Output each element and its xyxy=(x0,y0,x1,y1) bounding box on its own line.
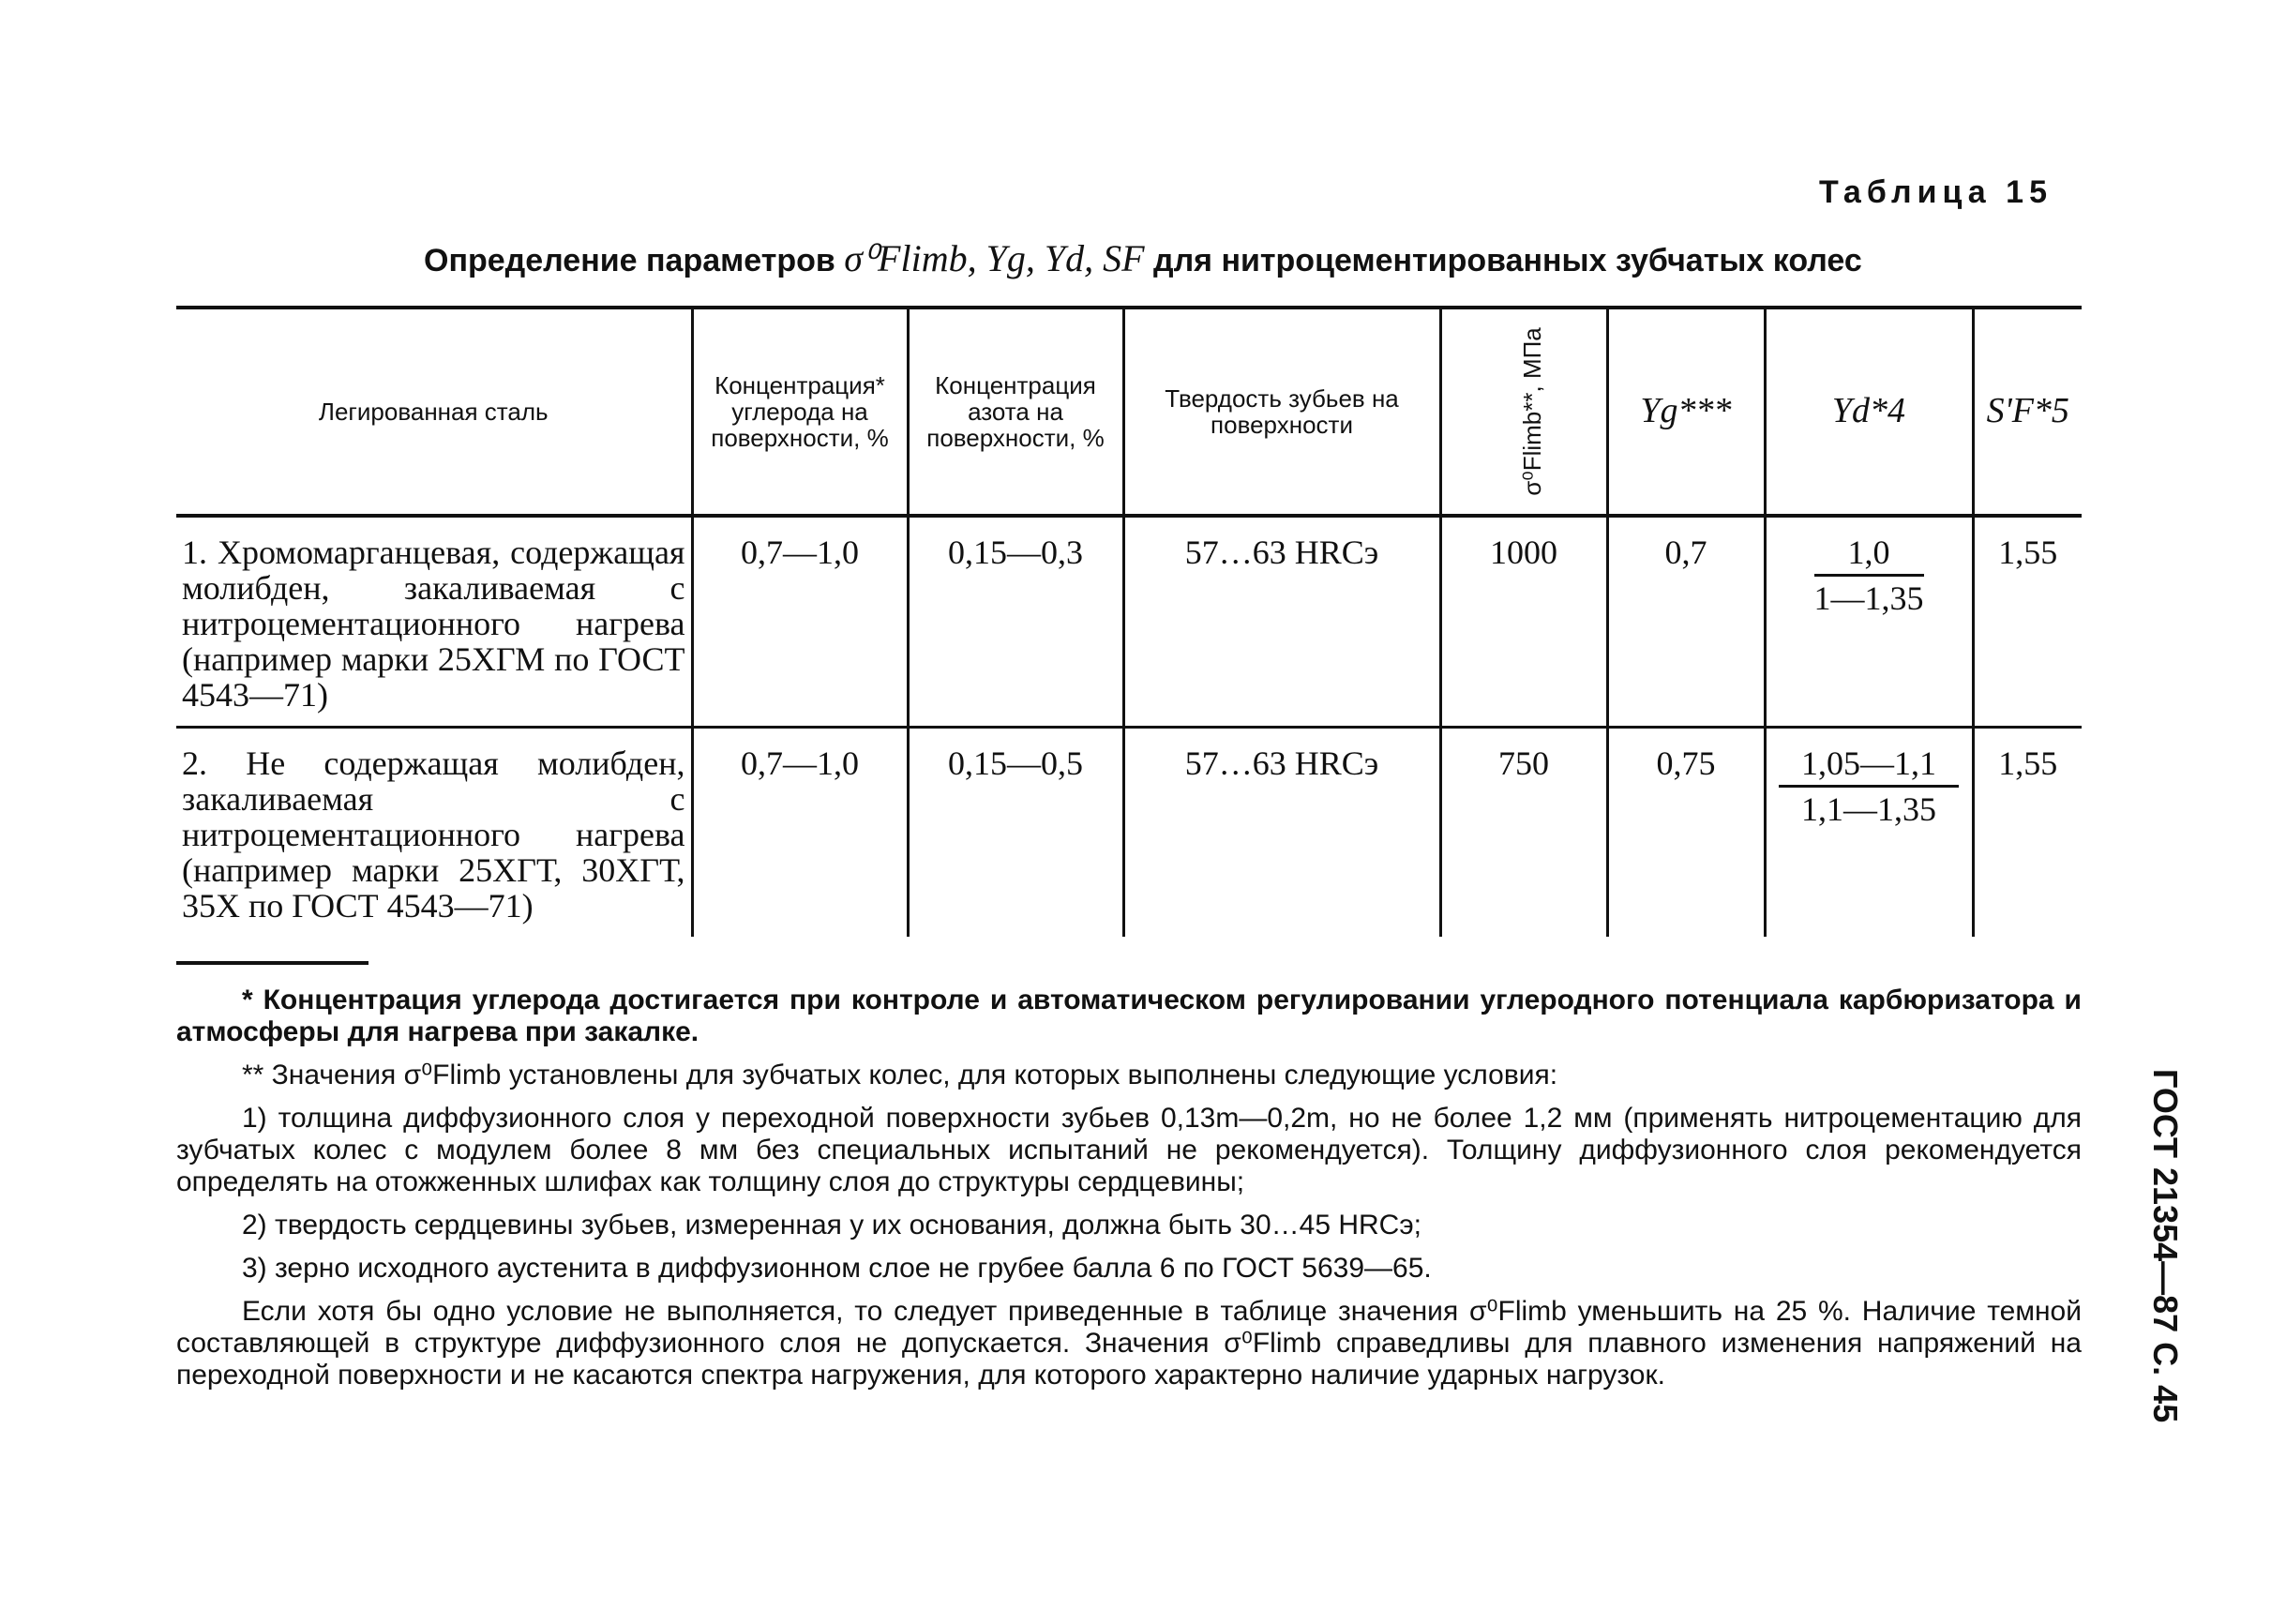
yd-fraction xyxy=(1814,534,1924,616)
title-symbols: σ⁰Flimb, Yg, Yd, SF xyxy=(844,237,1145,279)
yd-cell xyxy=(1765,516,1973,728)
nitrogen-cell: 0,15—0,5 xyxy=(908,728,1123,938)
yg-header-text: Yg*** xyxy=(1640,390,1732,430)
col-header-yg xyxy=(1607,308,1765,516)
footnote-2: ** Значения σ⁰Flimb установлены для зубчатых колес, для которых выполнены следующие условия: xyxy=(242,1060,1558,1090)
col-header-sigma xyxy=(1440,308,1607,516)
footnotes xyxy=(176,985,2082,1403)
hardness-cell: 57…63 HRCэ xyxy=(1123,728,1440,938)
page-side-label: ГОСТ 21354—87 С. 45 xyxy=(2146,1069,2185,1423)
steel-cell: 1. Хромомарганцевая, содержащая молибден, закаливаемая с нитроцементационного нагрева (например марки 25ХГМ по ГОСТ 4543—71) xyxy=(176,516,692,728)
parameters-table xyxy=(176,306,2082,937)
table-title xyxy=(424,236,1862,280)
title-suffix: для нитроцементированных зубчатых колес xyxy=(1152,243,1862,278)
table-caption: Таблица 15 xyxy=(1819,174,2053,210)
title-prefix: Определение параметров xyxy=(424,243,835,278)
col-header-nitrogen: Концентрация азота на поверхности, % xyxy=(908,308,1123,516)
final-note: Если хотя бы одно условие не выполняется, то следует приведенные в таблице значения σ⁰Flimb уменьшить на 25 %. Наличие темной составляющей в структуре диффузионного слоя не допускается. Значения σ⁰Flimb справедливы для плавного изменения напряжений на переходной поверхности и не касаются спектра нагружения, для которого характерно наличие ударных нагрузок. xyxy=(176,1296,2082,1391)
yd-bottom: 1—1,35 xyxy=(1813,579,1924,617)
sf-cell: 1,55 xyxy=(1973,516,2082,728)
sf-header-text: S'F*5 xyxy=(1986,390,2069,430)
footnote-1: * Концентрация углерода достигается при контроле и автоматическом регулировании углеродного потенциала карбюризатора и атмосферы для нагрева при закалке. xyxy=(176,985,2082,1047)
sigma-header-text: σ⁰Flimb**, МПа xyxy=(1517,327,1546,496)
yg-cell: 0,75 xyxy=(1607,728,1765,938)
yd-bottom: 1,1—1,35 xyxy=(1801,790,1936,828)
yd-top: 1,05—1,1 xyxy=(1779,745,1959,788)
sigma-cell: 1000 xyxy=(1440,516,1607,728)
yg-cell: 0,7 xyxy=(1607,516,1765,728)
col-header-carbon: Концентрация* углерода на поверхности, % xyxy=(692,308,908,516)
sf-cell: 1,55 xyxy=(1973,728,2082,938)
col-header-hardness: Твердость зубьев на поверхности xyxy=(1123,308,1440,516)
carbon-cell: 0,7—1,0 xyxy=(692,728,908,938)
yd-cell xyxy=(1765,728,1973,938)
table-row xyxy=(176,728,2082,938)
yd-fraction xyxy=(1779,745,1959,827)
steel-cell: 2. Не содержащая молибден, закаливаемая с нитроцементационного нагрева (например марки 25ХГТ, 30ХГТ, 35Х по ГОСТ 4543—71) xyxy=(182,744,685,925)
condition-3: 3) зерно исходного аустенита в диффузионном слое не грубее балла 6 по ГОСТ 5639—65. xyxy=(242,1253,1432,1284)
nitrogen-cell: 0,15—0,3 xyxy=(908,516,1123,728)
condition-1: 1) толщина диффузионного слоя у переходной поверхности зубьев 0,13m—0,2m, но не более 1,2 мм (применять нитроцементацию для зубчатых колес с модулем более 8 мм без специальных испытаний не рекомендуется). Толщину диффузионного слоя рекомендуется определять на отожженных шлифах как толщину слоя до структуры сердцевины; xyxy=(176,1103,2082,1197)
table-header-row xyxy=(176,308,2082,516)
carbon-cell: 0,7—1,0 xyxy=(692,516,908,728)
yd-top: 1,0 xyxy=(1814,534,1924,577)
footnote-divider xyxy=(176,961,368,965)
col-header-yd xyxy=(1765,308,1973,516)
col-header-sf xyxy=(1973,308,2082,516)
yd-header-text: Yd*4 xyxy=(1831,390,1906,430)
table-row xyxy=(176,516,2082,728)
sigma-cell: 750 xyxy=(1440,728,1607,938)
hardness-cell: 57…63 HRCэ xyxy=(1123,516,1440,728)
col-header-steel: Легированная сталь xyxy=(176,308,692,516)
condition-2: 2) твердость сердцевины зубьев, измеренная у их основания, должна быть 30…45 HRCэ; xyxy=(242,1210,1421,1241)
